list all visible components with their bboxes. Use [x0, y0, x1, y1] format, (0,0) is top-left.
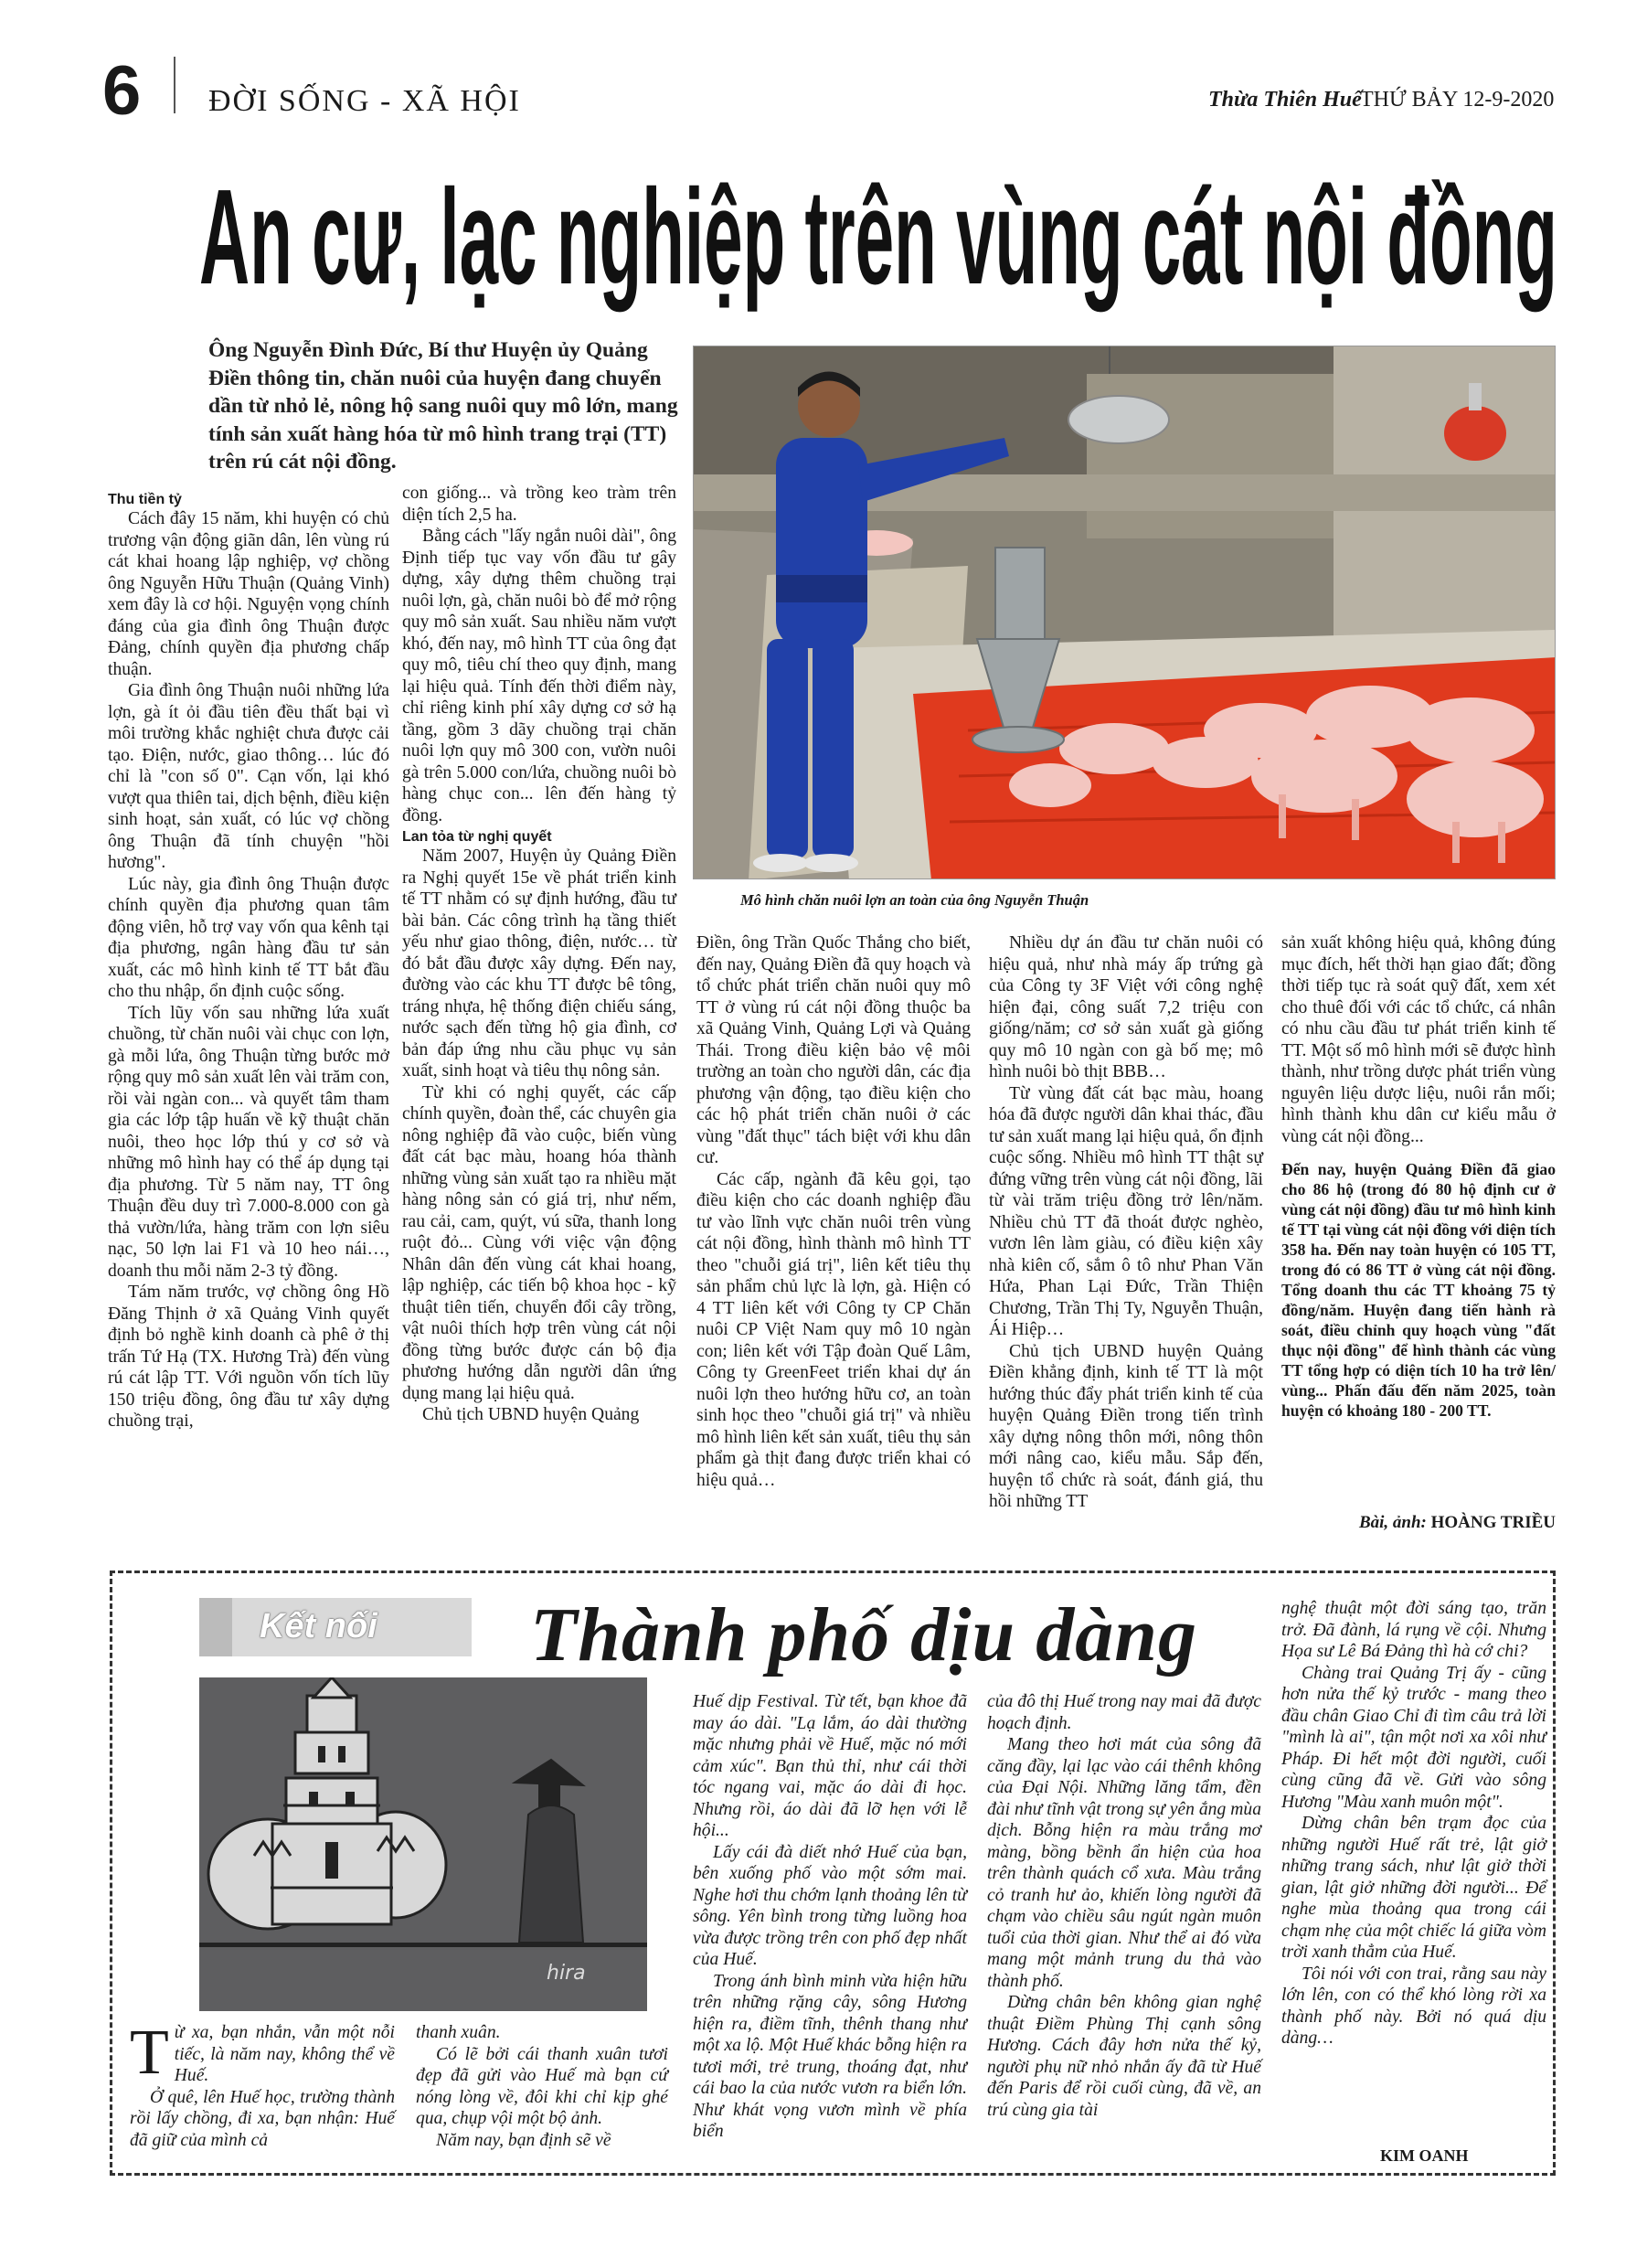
byline [1334, 1513, 1556, 1533]
paragraph: Tám năm trước, vợ chồng ông Hồ Đăng Thịnh ở xã Quảng Vinh quyết định bỏ nghề kinh doanh cà phê ở thị trấn Tứ Hạ (TX. Hương Trà) đến vùng rú cát lập TT. Với nguồn vốn tích lũy 150 triệu đồng, ông đầu tư xây dựng chuồng trại, [108, 1283, 389, 1432]
drop-cap: T [130, 2018, 169, 2088]
paragraph: Chủ tịch UBND huyện Quảng [422, 1405, 640, 1425]
section-tag [199, 1598, 472, 1656]
paragraph: Các cấp, ngành đã kêu gọi, tạo điều kiện cho các doanh nghiệp đầu tư vào lĩnh vực chăn nuôi trên vùng cát nội đồng, hình thành mô hình TT theo "chuỗi giá trị", liên kết tiêu thụ sản phẩm chủ lực là lợn, gà. Hiện có 4 TT liên kết với Công ty CP Chăn nuôi CP Việt Nam quy mô 10 ngàn con; liên kết với Tập đoàn Quế Lâm, Công ty GreenFeet triển khai dự án nuôi lợn theo hướng hữu cơ, an toàn sinh học theo "chuỗi giá trị" và nhiều mô hình liên kết sản xuất, tiêu thụ sản phẩm gà thịt đang được triển khai có hiệu quả… [696, 1169, 971, 1490]
page-number: 6 [102, 52, 142, 130]
article-column-4 [989, 932, 1263, 1513]
article-column-1 [108, 489, 389, 1432]
paragraph: Ở quê, lên Huế học, trường thành rồi lấy chồng, đi xa, bạn nhận: Huế đã giữ của mình cả [130, 2087, 395, 2150]
paragraph: Nhiều dự án đầu tư chăn nuôi có hiệu quả, như nhà máy ấp trứng gà của Công ty 3F Việt với công nghệ hiện đại, công suất 7,2 triệu con giống/năm; cơ sở sản xuất gà giống quy mô 10 ngàn con gà bố mẹ; mô hình nuôi bò thịt BBB… [989, 933, 1263, 1081]
essay-column-2 [416, 2022, 668, 2151]
paragraph: nghệ thuật một đời sáng tạo, trăn trở. Đã đành, lá rụng về cội. Nhưng Họa sư Lê Bá Đảng thì hà cớ chi? [1281, 1599, 1546, 1661]
header-divider [174, 57, 175, 113]
subhead: Lan tỏa từ nghị quyết [402, 829, 552, 845]
tag-label: Kết nối [260, 1607, 377, 1645]
essay-column-5 [1281, 1598, 1546, 2050]
paragraph: Tích lũy vốn sau những lứa xuất chuồng, từ chăn nuôi vài chục con lợn, gà mỗi lứa, ông Thuận từng bước mở rộng quy mô sản xuất lên vài trăm con, rồi vài ngàn con... và quyết tâm tham gia các lớp tập huấn về kỹ thuật chăn nuôi, theo học lớp thú y cơ sở và những mô hình hay có thể áp dụng tại địa phương. Từ 5 năm nay, TT ông Thuận đều duy trì 7.000-8.000 con gà thả vườn/lứa, hàng trăm con lợn siêu nạc, 50 lợn lai F1 và 10 heo nái…, doanh thu mỗi năm 2-3 tỷ đồng. [108, 1003, 389, 1281]
article-lead: Ông Nguyễn Đình Đức, Bí thư Huyện ủy Quảng Điền thông tin, chăn nuôi của huyện đang chuyển dần từ nhỏ lẻ, nông hộ sang nuôi quy mô lớn, mang tính sản xuất hàng hóa từ mô hình trang trại (TT) trên rú cát nội đồng. [208, 338, 678, 474]
essay-author: KIM OANH [1380, 2146, 1469, 2165]
paragraph: Huế dịp Festival. Từ tết, bạn khoe đã may áo dài. "Lạ lắm, áo dài thường mặc nhưng phải về Huế, mặc nó mới cảm xúc". Bạn thủ thỉ, như cái thời tóc ngang vai, mặc áo dài đi học. Nhưng rồi, áo dài đã lỡ hẹn với lễ hội... [693, 1692, 967, 1840]
paragraph: Từ khi có nghị quyết, các cấp chính quyền, đoàn thể, các chuyên gia nông nghiệp đã vào cuộc, biến vùng đất cát bạc màu, hoang hóa thành những vùng sản xuất tạo ra nhiều mặt hàng nông sản có giá trị, như nếm, rau cải, cam, quýt, vú sữa, thanh long ruột đỏ... Cùng với việc vận động Nhân dân đến vùng cát khai hoang, lập nghiệp, các tiến bộ khoa học - kỹ thuật tiên tiến, chuyển đổi cây trồng, vật nuôi thích hợp trên vùng cát nội đồng từng bước được cán bộ địa phương hướng dẫn người dân ứng dụng mang lại hiệu quả. [402, 1082, 676, 1403]
article-column-5 [1281, 932, 1556, 1421]
paragraph: Dừng chân bên trạm đọc của những người Huế rất trẻ, lật giở những trang sách, như lật giở thời gian, lật giở những đời người... Để nghe mùa thoảng qua trong cái chạm nhẹ của một chiếc lá giữa vòm trời xanh thẳm của Huế. [1281, 1814, 1546, 1962]
paragraph: Dừng chân bên không gian nghệ thuật Điềm Phùng Thị cạnh sông Hương. Cách đây hơn nửa thế kỷ, người phụ nữ nhỏ nhắn ấy đã từ Huế đến Paris để rồi cuối cùng, đã về, an trú cùng gia tài [987, 1993, 1261, 2120]
paragraph: Tôi nói với con trai, rằng sau này lớn lên, con có thể khó lòng rời xa thành phố này. Bởi nó quá dịu dàng… [1281, 1964, 1546, 2048]
article-column-3 [696, 932, 971, 1491]
tag-accent-bar [199, 1598, 232, 1656]
paragraph: Cách đây 15 năm, khi huyện có chủ trương vận động giãn dân, lên vùng rú cát khai hoang lập nghiệp, vợ chồng ông Nguyễn Hữu Thuận (Quảng Vinh) xem đây là cơ hội. Nguyện vọng chính đáng của gia đình ông Thuận được Đảng, chính quyền địa phương chấp thuận. [108, 509, 389, 679]
essay-column-1 [130, 2018, 395, 2151]
headline-text: An cư, lạc nghiệp trên vùng cát nội đồng [199, 162, 1557, 313]
issue-date: THỨ BẢY 12-9-2020 [1360, 88, 1555, 112]
paragraph [130, 2018, 395, 2088]
paragraph: Lúc này, gia đình ông Thuận được chính quyền địa phương quan tâm động viên, hỗ trợ vay vốn qua kênh tại địa phương, ngân hàng đầu tư sản xuất, các mô hình kinh tế TT bắt đầu cho thu nhập, ổn định cuộc sống. [108, 874, 389, 1002]
highlight-box: Đến nay, huyện Quảng Điền đã giao cho 86 hộ (trong đó 80 hộ định cư ở vùng cát nội đồng) đầu tư mô hình kinh tế TT tại vùng cát nội đồng với diện tích 358 ha. Đến nay toàn huyện có 105 TT, trong đó có 86 TT ở vùng cát nội đồng. Tổng doanh thu các TT khoảng 75 tỷ đồng/năm. Huyện đang tiến hành rà soát, điều chỉnh quy hoạch vùng "đất thục nội đồng" để hình thành các vùng TT tổng hợp có diện tích 10 ha trở lên/ vùng... Phấn đấu đến năm 2025, toàn huyện có khoảng 180 - 200 TT. [1281, 1160, 1556, 1420]
pig-farm-photo [693, 346, 1556, 879]
paragraph: Mang theo hơi mát của sông đã căng đầy, lại lạc vào cái thênh không của Đại Nội. Những lăng tẩm, đền đài như tĩnh vật trong sự yên ắng mùa dịch. Bỗng hiện ra màu trắng mơ màng, bồng bềnh ẩn hiện của hoa trên thành quách cổ xưa. Màu trắng cỏ tranh hư ảo, khiến lòng người đã chạm vào chiều sâu ngút ngàn muôn tuổi của thời gian. Như thể ai đó vừa mang một mảnh trung du thả vào thành phố. [987, 1735, 1261, 1991]
paragraph-text: ừ xa, bạn nhắn, vẫn một nỗi tiếc, là năm nay, không thể về Huế. [174, 2023, 395, 2085]
byline-author: HOÀNG TRIỀU [1430, 1513, 1556, 1532]
paragraph: Chàng trai Quảng Trị ấy - cũng hơn nửa thế kỷ trước - mang theo đầu chân Giao Chỉ đi tìm câu trả lời "mình là ai", tận một nơi xa xôi như Pháp. Đi hết một đời người, cuối cùng cũng đã về. Gửi vào sông Hương "Màu xanh muôn một". [1281, 1663, 1546, 1812]
paragraph: Điền, ông Trần Quốc Thắng cho biết, đến nay, Quảng Điền đã quy hoạch và tổ chức phát triển chăn nuôi quy mô TT ở vùng rú cát nội đồng thuộc ba xã Quảng Vinh, Quảng Lợi và Quảng Thái. Trong điều kiện bảo vệ môi trường an toàn cho người dân, các địa phương vận động, tạo điều kiện cho các hộ phát triển chăn nuôi ở các vùng "đất thục" tách biệt với khu dân cư. [696, 933, 971, 1167]
paragraph: Có lẽ bởi cái thanh xuân tươi đẹp đã gửi vào Huế mà bạn cứ nóng lòng về, đôi khi chỉ kịp ghé qua, chụp vội một bộ ảnh. [416, 2044, 668, 2128]
subhead: Thu tiền tỷ [108, 492, 182, 507]
essay-column-4 [987, 1691, 1261, 2121]
newspaper-name: Thừa Thiên Huế [1208, 88, 1362, 112]
paragraph: Trong ánh bình minh vừa hiện hữu trên những rặng cây, sông Hương hiện ra, điềm tĩnh, thênh thang như một xa lộ. Một Huế khác bỗng hiện ra tươi mới, trẻ trung, thoáng đạt, như cái bao la của nước vươn ra biển lớn. Như khát vọng vươn mình về phía biển [693, 1971, 967, 2141]
hue-illustration [199, 1677, 647, 2011]
paragraph: Lấy cái đà diết nhớ Huế của bạn, bên xuống phố vào một sớm mai. Nghe hơi thu chớm lạnh thoảng lên từ sông. Yên bình trong từng luồng hoa vừa được trồng trên con phố đẹp nhất của Huế. [693, 1842, 967, 1969]
pig-farm-illustration [694, 346, 1556, 879]
section-title: ĐỜI SỐNG - XÃ HỘI [208, 84, 521, 118]
paragraph: sản xuất không hiệu quả, không đúng mục đích, hết thời hạn giao đất; đồng thời tiếp tục rà soát quỹ đất, xem xét cho thuê đối với các tổ chức, cá nhân có nhu cầu đầu tư phát triển kinh tế TT. Một số mô hình mới sẽ được hình thành, như trồng dược phát triển vùng nguyên liệu dược liệu, nuôi rắn mối; hình thành khu dân cư kiểu mẫu ở vùng cát nội đồng... [1281, 933, 1556, 1146]
paragraph: Từ vùng đất cát bạc màu, hoang hóa đã được người dân khai thác, đầu tư sản xuất mang lại hiệu quả, ổn định cuộc sống. Nhiều mô hình TT thật sự đứng vững trên vùng cát nội đồng, lãi từ vài trăm triệu đồng trở lên/năm. Nhiều chủ TT đã thoát được nghèo, vươn lên làm giàu, có điều kiện xây nhà kiên cố, sắm ô tô như Phan Văn Hứa, Phan Lại Đức, Trần Thiện Chương, Trần Thị Ty, Nguyễn Thuận, Ái Hiệp… [989, 1083, 1263, 1339]
paragraph: thanh xuân. [416, 2023, 501, 2042]
byline-prefix: Bài, ảnh: [1358, 1513, 1427, 1532]
paragraph: của đô thị Huế trong nay mai đã được hoạch định. [987, 1692, 1261, 1733]
article-column-2 [402, 483, 676, 1426]
paragraph: con giống... và trồng keo tràm trên diện tích 2,5 ha. [402, 484, 676, 525]
paragraph: Chủ tịch UBND huyện Quảng Điền khẳng định, kinh tế TT là một hướng thúc đẩy phát triển kinh tế của huyện Quảng Điền trong tiến trình xây dựng nông thôn mới, nông thôn mới nâng cao, kiểu mẫu. Sắp đến, huyện tổ chức rà soát, đánh giá, thu hồi những TT [989, 1341, 1263, 1511]
paragraph: Gia đình ông Thuận nuôi những lứa lợn, gà ít ỏi đầu tiên đều thất bại vì môi trường khắc nghiệt chưa được cải tạo. Điện, nước, giao thông… lúc đó chỉ là "con số 0". Cạn vốn, lại khó vượt qua thiên tai, dịch bệnh, điều kiện sinh hoạt, sản xuất, có lúc vợ chồng ông Thuận đã tính chuyện "hồi hương". [108, 681, 389, 873]
photo-caption: Mô hình chăn nuôi lợn an toàn của ông Nguyễn Thuận [740, 891, 1089, 909]
paragraph: Bằng cách "lấy ngắn nuôi dài", ông Định tiếp tục vay vốn đầu tư gây dựng, xây dựng thêm chuồng trại nuôi lợn, gà, chăn nuôi bò để mở rộng quy mô sản xuất. Sau nhiều năm vượt khó, đến nay, mô hình TT của ông đạt quy mô, tiêu chí theo quy định, mang lại hiệu quả. Tính đến thời điểm này, chỉ riêng kinh phí xây dựng cơ sở hạ tầng, gồm 3 dãy chuồng trại chăn nuôi lợn quy mô 300 con, vườn nuôi gà trên 5.000 con/lứa, chuồng nuôi bò hàng chục con... lên đến hàng tỷ đồng. [402, 527, 676, 825]
essay-title: Thành phố dịu dàng [530, 1592, 1197, 1677]
headline [199, 154, 1557, 316]
essay-column-3 [693, 1691, 967, 2143]
paragraph: Năm nay, bạn định sẽ về [436, 2130, 611, 2150]
illustration-signature: hira [547, 1962, 586, 1985]
paragraph: Năm 2007, Huyện ủy Quảng Điền ra Nghị quyết 15e về phát triển kinh tế TT nhằm có sự định hướng, đầu tư bài bản. Các công trình hạ tầng thiết yếu như giao thông, điện, nước… từ đó bắt đầu được xây dựng. Đến nay, đường vào các khu TT được bê tông, tráng nhựa, hệ thống điện chiếu sáng, nước sạch đến từng hộ gia đình, cơ bản đáp ứng nhu cầu phục vụ sản xuất, sinh hoạt và tiêu thụ nông sản. [402, 847, 676, 1081]
